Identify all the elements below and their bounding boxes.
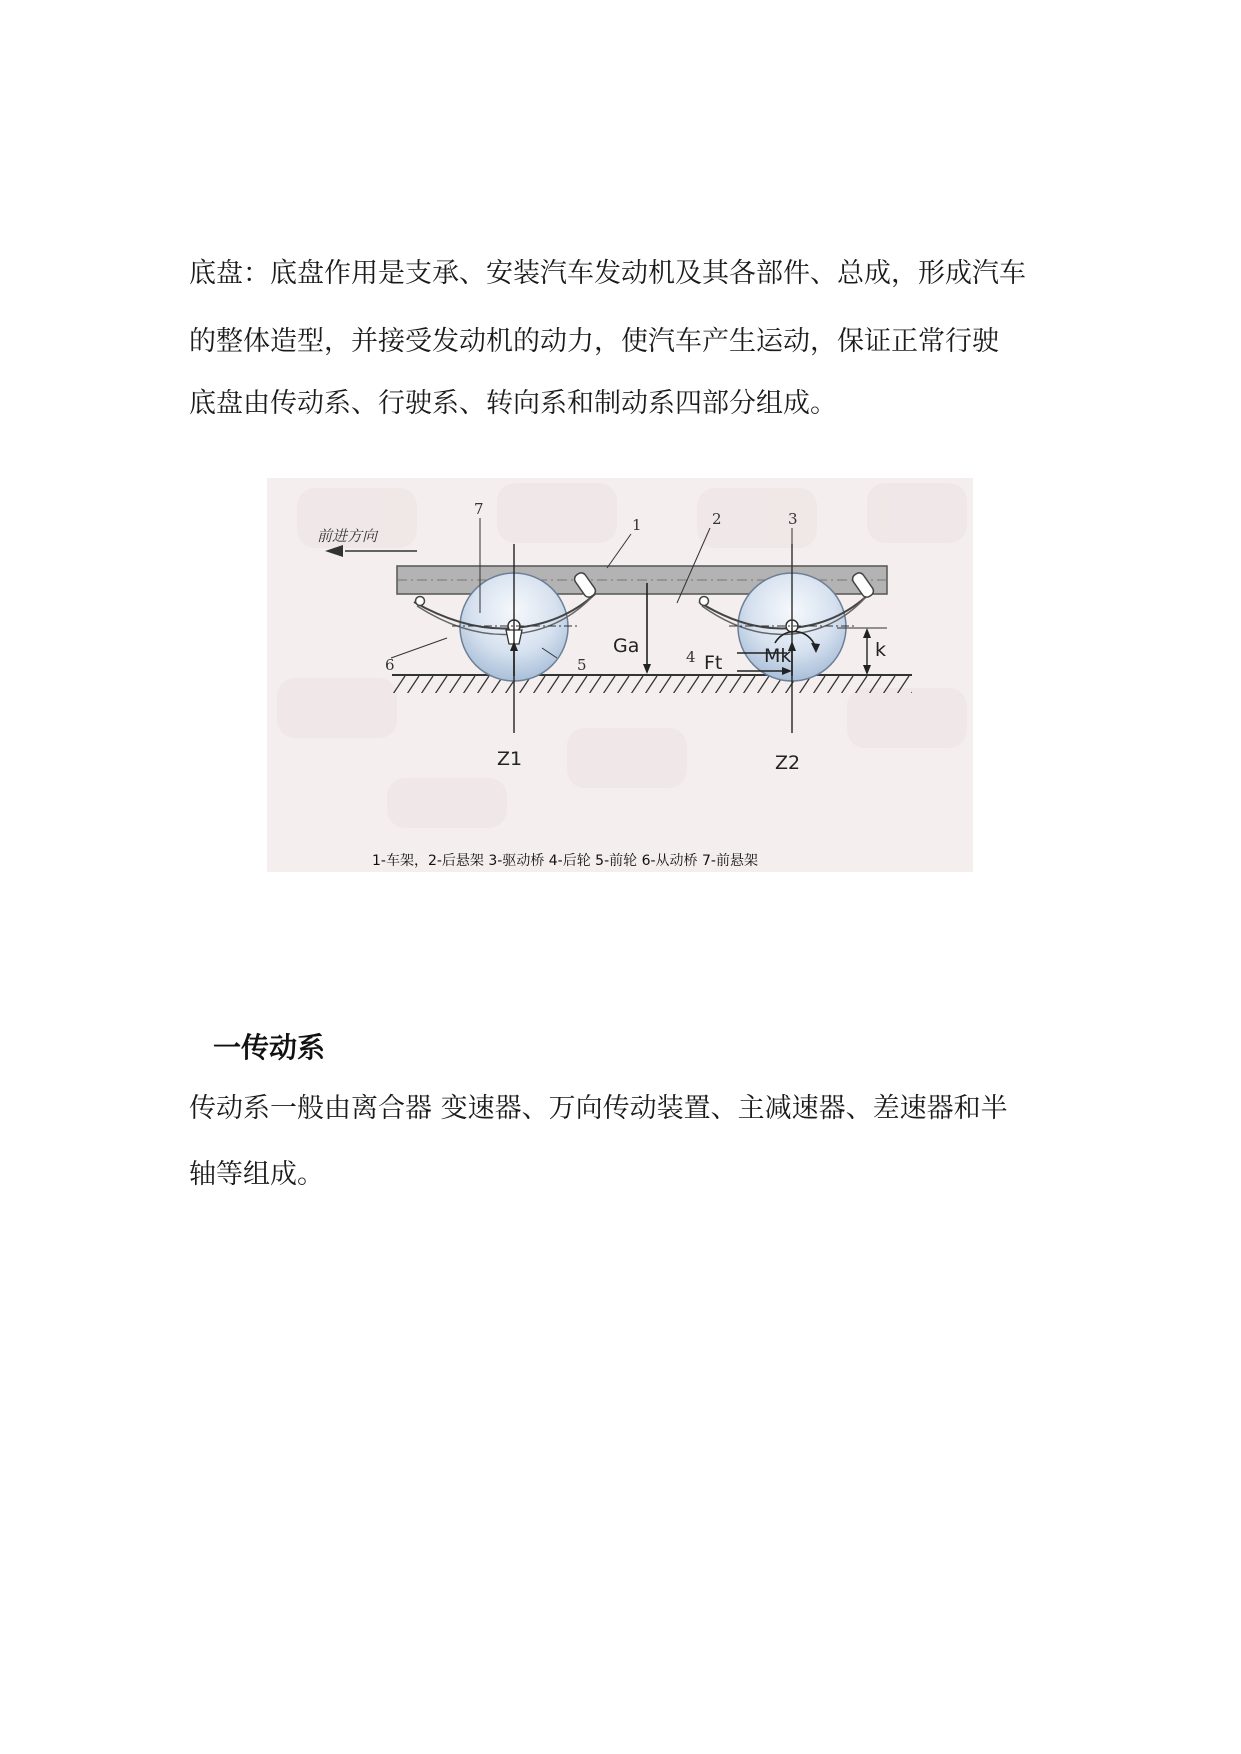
label-z1: Z1 bbox=[497, 748, 523, 770]
front-spring-shackle-icon bbox=[416, 597, 425, 606]
label-k: k bbox=[875, 639, 887, 661]
section-paragraph-line-2: 轴等组成。 bbox=[189, 1159, 324, 1190]
label-3: 3 bbox=[788, 510, 798, 528]
label-4: 4 bbox=[686, 648, 696, 666]
section-paragraph-line-1: 传动系一般由离合器 变速器、万向传动装置、主减速器、差速器和半 bbox=[189, 1093, 1008, 1124]
direction-label: 前进方向 bbox=[317, 527, 378, 545]
figure-caption: 1-车架，2-后悬架 3-驱动桥 4-后轮 5-前轮 6-从动桥 7-前悬架 bbox=[372, 853, 758, 869]
ground-hatching bbox=[392, 676, 912, 693]
rear-spring-shackle-icon bbox=[700, 597, 709, 606]
intro-paragraph-line-3: 底盘由传动系、行驶系、转向系和制动系四部分组成。 bbox=[189, 388, 837, 419]
label-mk: Mk bbox=[764, 645, 792, 667]
label-ft: Ft bbox=[704, 652, 723, 674]
label-5: 5 bbox=[577, 656, 587, 674]
intro-paragraph-line-1: 底盘：底盘作用是支承、安装汽车发动机及其各部件、总成，形成汽车 bbox=[189, 258, 1026, 289]
section-heading: 一传动系 bbox=[213, 1031, 326, 1064]
intro-paragraph-line-2: 的整体造型，并接受发动机的动力，使汽车产生运动，保证正常行驶 bbox=[189, 326, 999, 357]
label-7: 7 bbox=[474, 500, 484, 518]
label-z2: Z2 bbox=[775, 752, 801, 774]
label-1: 1 bbox=[632, 516, 642, 534]
label-ga: Ga bbox=[613, 635, 640, 657]
label-6: 6 bbox=[385, 656, 395, 674]
chassis-force-diagram bbox=[267, 478, 973, 872]
label-2: 2 bbox=[712, 510, 722, 528]
